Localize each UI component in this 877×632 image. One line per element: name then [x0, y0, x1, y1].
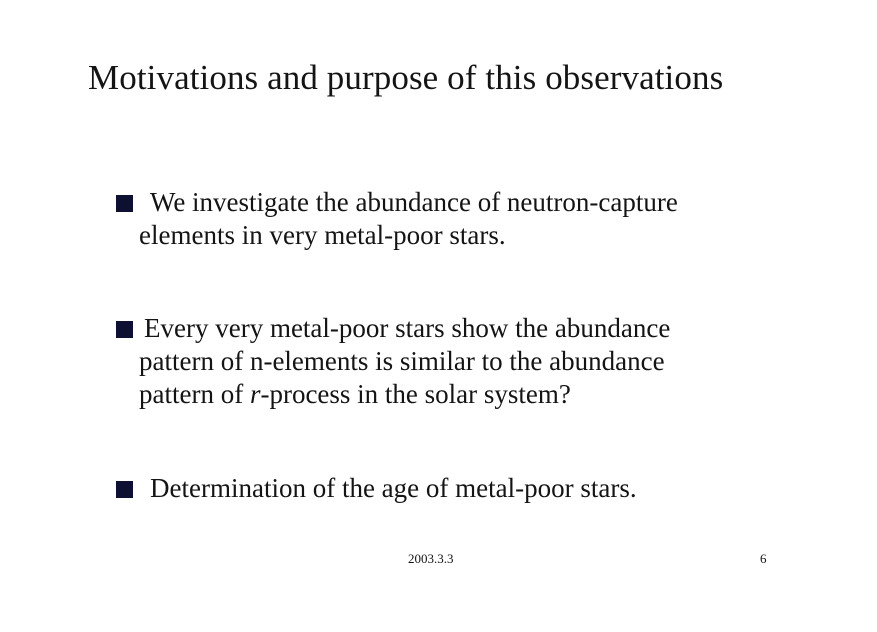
bullet-line-suffix: -process in the solar system? [260, 379, 571, 409]
bullet-line: pattern of n-elements is similar to the abundance [139, 346, 665, 376]
bullet-line-prefix: pattern of [139, 379, 250, 409]
bullet-line: Every very metal-poor stars show the abundance [144, 313, 671, 343]
bullet-text [116, 312, 776, 411]
bullet-line-italic: r [249, 379, 261, 409]
slide-title: Motivations and purpose of this observations [88, 58, 724, 97]
bullet-line: elements in very metal-poor stars. [139, 220, 506, 250]
bullet-line: Determination of the age of metal-poor stars. [150, 473, 637, 503]
page-number: 6 [760, 551, 767, 566]
bullet-line [116, 378, 776, 411]
bullet-text [116, 186, 776, 252]
bullet-text [116, 472, 776, 505]
bullet-line: We investigate the abundance of neutron-capture [150, 187, 678, 217]
footer-date: 2003.3.3 [408, 551, 454, 566]
